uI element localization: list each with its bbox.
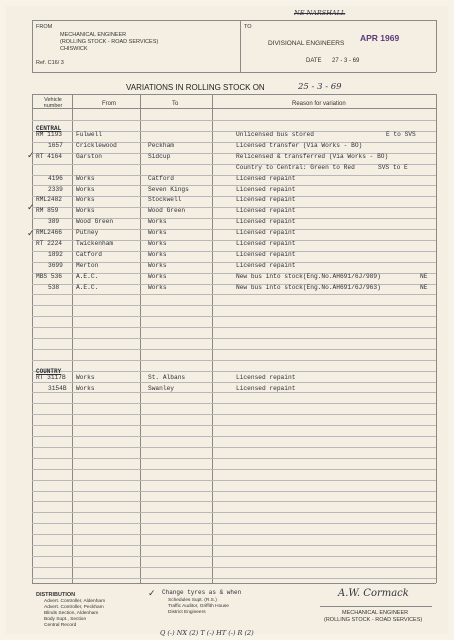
reason-cell: New bus into stock(Eng.No.AH691/6J/963) bbox=[236, 284, 381, 291]
row-rule bbox=[32, 567, 436, 568]
vehicle-cell: 2339 bbox=[48, 186, 63, 193]
title-date: 25 - 3 - 69 bbox=[298, 82, 342, 92]
header-row-border bbox=[32, 108, 436, 109]
extra-cell: NE bbox=[420, 273, 428, 280]
distribution-item: Advert. Controller, Aldenham bbox=[44, 599, 106, 604]
col-header-vehicle: Vehicle number bbox=[43, 97, 63, 109]
from-cell: Twickenham bbox=[76, 240, 114, 247]
date-label: DATE bbox=[306, 58, 322, 64]
vehicle-cell: RM 859 bbox=[36, 207, 59, 214]
to-cell: Wood Green bbox=[148, 207, 186, 214]
vehicle-cell: RT 4164 bbox=[36, 153, 62, 160]
tick-mark: ✓ bbox=[27, 150, 35, 160]
row-rule bbox=[32, 120, 436, 121]
from-line-1: MECHANICAL ENGINEER bbox=[60, 32, 127, 38]
to-cell: Works bbox=[148, 284, 167, 291]
row-rule bbox=[32, 425, 436, 426]
row-rule bbox=[32, 480, 436, 481]
reason-cell: Licensed repaint bbox=[236, 251, 296, 258]
row-rule bbox=[32, 556, 436, 557]
vehicle-cell: 538 bbox=[48, 284, 60, 291]
reason-cell: Unlicensed bus stored bbox=[236, 131, 314, 138]
col-header-reason: Reason for variation bbox=[292, 101, 346, 107]
from-line-3: CHISWICK bbox=[60, 46, 88, 52]
header-bottom-border bbox=[32, 72, 436, 73]
to-cell: Works bbox=[148, 251, 167, 258]
footer-note: Change tyres as & when bbox=[162, 589, 242, 596]
row-rule bbox=[32, 371, 436, 372]
recipient: DIVISIONAL ENGINEERS bbox=[268, 40, 345, 47]
from-cell: Wood Green bbox=[76, 218, 114, 225]
row-rule bbox=[32, 338, 436, 339]
distribution-item: Blinds Section, Aldenham bbox=[44, 611, 99, 616]
signature-line bbox=[320, 606, 432, 607]
section-central: CENTRAL bbox=[36, 125, 62, 132]
to-cell: Peckham bbox=[148, 142, 174, 149]
row-rule bbox=[32, 305, 436, 306]
vehicle-cell: RT 3117B bbox=[36, 374, 66, 381]
from-cell: Merton bbox=[76, 262, 99, 269]
ref-number: Ref. C16/ 3 bbox=[36, 60, 64, 66]
reason-cell: Country to Central: Green to Red bbox=[236, 164, 355, 171]
from-cell: Works bbox=[76, 196, 95, 203]
row-rule bbox=[32, 447, 436, 448]
reason-cell: Licensed repaint bbox=[236, 175, 296, 182]
signoff-line-2: (ROLLING STOCK - ROAD SERVICES) bbox=[324, 617, 423, 623]
to-cell: Sidcup bbox=[148, 153, 171, 160]
tick-mark: ✓ bbox=[27, 202, 35, 212]
row-rule bbox=[32, 360, 436, 361]
row-rule bbox=[32, 436, 436, 437]
row-rule bbox=[32, 164, 436, 165]
extra-cell: E to SVS bbox=[386, 131, 416, 138]
from-cell: Catford bbox=[76, 251, 102, 258]
received-stamp: APR 1969 bbox=[360, 33, 400, 43]
distribution-item: Central Record bbox=[44, 623, 77, 628]
distribution-item: Body Supt., Section bbox=[44, 617, 87, 622]
header-top-border bbox=[32, 20, 436, 21]
from-cell: Works bbox=[76, 385, 95, 392]
vehicle-cell: 389 bbox=[48, 218, 60, 225]
from-cell: Works bbox=[76, 207, 95, 214]
section-country: COUNTRY bbox=[36, 368, 62, 375]
from-cell: Works bbox=[76, 186, 95, 193]
column-rule bbox=[436, 94, 437, 583]
reason-cell: Licensed repaint bbox=[236, 229, 296, 236]
footer-note: Schedules Supt. (R.S.) bbox=[168, 598, 217, 603]
row-rule bbox=[32, 523, 436, 524]
from-line-2: (ROLLING STOCK - ROAD SERVICES) bbox=[60, 39, 159, 45]
handwritten-recipients: NE NARSHALL bbox=[294, 9, 346, 17]
header-left-border bbox=[32, 20, 33, 72]
footer-note: District Engineers bbox=[168, 610, 206, 615]
row-rule bbox=[32, 469, 436, 470]
vehicle-cell: MBS 536 bbox=[36, 273, 62, 280]
vehicle-cell: 1657 bbox=[48, 142, 63, 149]
tick-mark: ✓ bbox=[148, 588, 156, 598]
row-rule bbox=[32, 534, 436, 535]
row-rule bbox=[32, 458, 436, 459]
extra-cell: NE bbox=[420, 284, 428, 291]
signature: A.W. Cormack bbox=[338, 588, 409, 599]
reason-cell: Licensed repaint bbox=[236, 262, 296, 269]
table-top-border bbox=[32, 94, 436, 95]
row-rule bbox=[32, 382, 436, 383]
row-rule bbox=[32, 578, 436, 579]
from-cell: Works bbox=[76, 175, 95, 182]
vehicle-cell: 4196 bbox=[48, 175, 63, 182]
from-cell: Works bbox=[76, 374, 95, 381]
vehicle-cell: RML2466 bbox=[36, 229, 62, 236]
to-cell: Seven Kings bbox=[148, 186, 189, 193]
reason-cell: Licensed transfer (Via Works - BO) bbox=[236, 142, 363, 149]
col-header-from: From bbox=[102, 101, 116, 107]
row-rule bbox=[32, 501, 436, 502]
vehicle-cell: RT 2224 bbox=[36, 240, 62, 247]
row-rule bbox=[32, 545, 436, 546]
row-rule bbox=[32, 349, 436, 350]
reason-cell: Licensed repaint bbox=[236, 207, 296, 214]
vehicle-cell: RML2482 bbox=[36, 196, 62, 203]
signoff-line-1: MECHANICAL ENGINEER bbox=[342, 610, 409, 616]
row-rule bbox=[32, 403, 436, 404]
table-bottom-border bbox=[32, 583, 436, 584]
row-rule bbox=[32, 414, 436, 415]
from-cell: Fulwell bbox=[76, 131, 102, 138]
row-rule bbox=[32, 294, 436, 295]
col-header-to: To bbox=[172, 101, 179, 107]
to-cell: Catford bbox=[148, 175, 174, 182]
to-cell: St. Albans bbox=[148, 374, 186, 381]
tick-mark: ✓ bbox=[27, 228, 35, 238]
to-cell: Works bbox=[148, 262, 167, 269]
to-cell: Works bbox=[148, 240, 167, 247]
reason-cell: Licensed repaint bbox=[236, 240, 296, 247]
distribution-title: DISTRIBUTION bbox=[36, 592, 76, 598]
to-cell: Works bbox=[148, 229, 167, 236]
extra-cell: SVS to E bbox=[378, 164, 408, 171]
reason-cell: Licensed repaint bbox=[236, 385, 296, 392]
date-value: 27 - 3 - 69 bbox=[332, 58, 360, 64]
page-title: VARIATIONS IN ROLLING STOCK ON bbox=[126, 83, 265, 92]
header-right-border bbox=[436, 20, 437, 72]
row-rule bbox=[32, 327, 436, 328]
to-cell: Works bbox=[148, 273, 167, 280]
row-rule bbox=[32, 512, 436, 513]
to-cell: Works bbox=[148, 218, 167, 225]
to-label: TO bbox=[244, 24, 252, 30]
vehicle-cell: 3154B bbox=[48, 385, 67, 392]
bottom-tally: Q (-) NX (2) T (-) HT (-) R (2) bbox=[160, 629, 254, 637]
distribution-item: Advert. Controller, Peckham bbox=[44, 605, 104, 610]
from-cell: Putney bbox=[76, 229, 99, 236]
reason-cell: Licensed repaint bbox=[236, 218, 296, 225]
header-divider bbox=[240, 20, 241, 72]
reason-cell: Licensed repaint bbox=[236, 186, 296, 193]
reason-cell: Relicensed & transferred (Via Works - BO) bbox=[236, 153, 389, 160]
to-cell: Stockwell bbox=[148, 196, 182, 203]
reason-cell: New bus into stock(Eng.No.AH691/6J/989) bbox=[236, 273, 381, 280]
reason-cell: Licensed repaint bbox=[236, 196, 296, 203]
from-cell: Garston bbox=[76, 153, 102, 160]
row-rule bbox=[32, 491, 436, 492]
footer-note: Traffic Auditor, Griffith House bbox=[168, 604, 229, 609]
vehicle-cell: 1892 bbox=[48, 251, 63, 258]
row-rule bbox=[32, 316, 436, 317]
from-cell: A.E.C. bbox=[76, 273, 99, 280]
reason-cell: Licensed repaint bbox=[236, 374, 296, 381]
from-cell: A.E.C. bbox=[76, 284, 99, 291]
to-cell: Swanley bbox=[148, 385, 174, 392]
vehicle-cell: 3699 bbox=[48, 262, 63, 269]
vehicle-cell: RM 1193 bbox=[36, 131, 62, 138]
from-label: FROM bbox=[36, 24, 53, 30]
from-cell: Cricklewood bbox=[76, 142, 117, 149]
